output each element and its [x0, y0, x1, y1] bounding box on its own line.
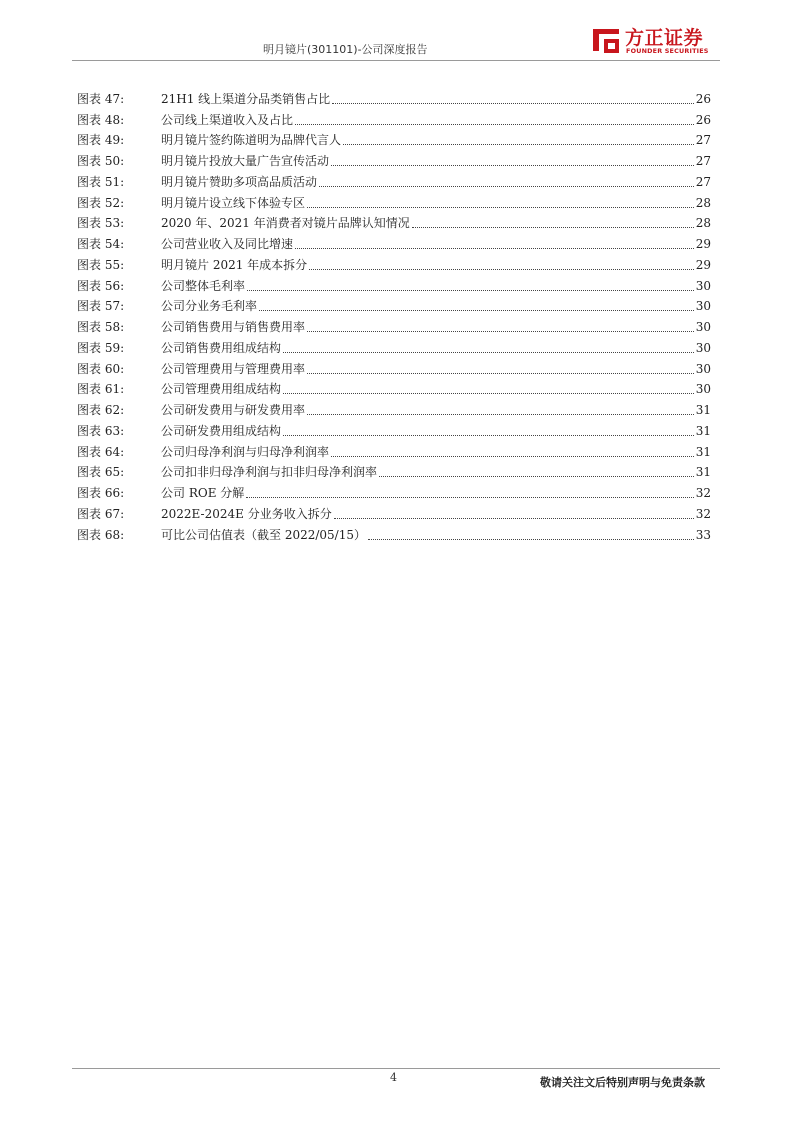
- toc-entry-title: 公司营业收入及同比增速: [161, 237, 294, 251]
- toc-entry-leader: [246, 497, 693, 498]
- toc-entry-page: 31: [695, 423, 711, 438]
- toc-entry-label: 图表 67:: [77, 506, 125, 521]
- toc-entry-title: 公司 ROE 分解: [161, 486, 245, 500]
- toc-entry-title: 2022E-2024E 分业务收入拆分: [161, 506, 332, 521]
- toc-entry-label: 图表 56:: [77, 278, 125, 293]
- toc-entry[interactable]: [77, 86, 711, 107]
- toc-entry-page: 32: [695, 486, 711, 500]
- toc-entry-leader: [331, 165, 694, 166]
- toc-entry-title: 明月镜片 2021 年成本拆分: [161, 257, 308, 272]
- toc-entry-title: 公司研发费用与研发费用率: [161, 403, 306, 417]
- toc-entry-title: 公司扣非归母净利润与扣非归母净利润率: [161, 465, 378, 480]
- toc-entry[interactable]: [77, 169, 711, 190]
- footer-divider: [72, 1068, 720, 1069]
- toc-entry[interactable]: [77, 335, 711, 356]
- toc-entry-label: 图表 61:: [77, 382, 125, 397]
- toc-entry-label: 图表 50:: [77, 154, 125, 168]
- toc-entry-page: 27: [695, 154, 711, 168]
- toc-entry-label: 图表 58:: [77, 320, 125, 334]
- toc-entry-label: 图表 53:: [77, 216, 125, 231]
- figure-index-list: [77, 86, 711, 543]
- toc-entry-leader: [283, 393, 694, 394]
- toc-entry[interactable]: [77, 211, 711, 232]
- toc-entry-title: 明月镜片投放大量广告宣传活动: [161, 154, 330, 168]
- toc-entry-label: 图表 63:: [77, 423, 125, 438]
- toc-entry-label: 图表 52:: [77, 195, 125, 210]
- toc-entry-leader: [412, 227, 694, 228]
- toc-entry-leader: [259, 310, 694, 311]
- toc-entry[interactable]: [77, 190, 711, 211]
- toc-entry-leader: [307, 207, 694, 208]
- toc-entry-page: 31: [695, 403, 711, 417]
- toc-entry[interactable]: [77, 273, 711, 294]
- toc-entry-page: 28: [695, 216, 711, 231]
- toc-entry-label: 图表 49:: [77, 133, 125, 148]
- toc-entry-title: 21H1 线上渠道分品类销售占比: [161, 91, 331, 106]
- toc-entry-leader: [283, 435, 694, 436]
- toc-entry-leader: [307, 414, 694, 415]
- toc-entry-leader: [331, 456, 694, 457]
- toc-entry-leader: [247, 290, 694, 291]
- toc-entry-title: 公司整体毛利率: [161, 278, 246, 293]
- toc-entry-page: 32: [695, 506, 711, 521]
- toc-entry-page: 26: [695, 91, 711, 106]
- toc-entry-page: 29: [695, 237, 711, 251]
- toc-entry-label: 图表 68:: [77, 527, 125, 542]
- toc-entry-leader: [332, 103, 694, 104]
- toc-entry-title: 明月镜片设立线下体验专区: [161, 195, 306, 210]
- toc-entry-title: 公司销售费用组成结构: [161, 340, 282, 355]
- toc-entry[interactable]: [77, 314, 711, 335]
- toc-entry-leader: [379, 476, 694, 477]
- toc-entry-leader: [309, 269, 694, 270]
- toc-entry[interactable]: [77, 501, 711, 522]
- toc-entry-title: 公司研发费用组成结构: [161, 423, 282, 438]
- toc-entry-leader: [295, 124, 694, 125]
- toc-entry-leader: [368, 539, 694, 540]
- toc-entry-label: 图表 54:: [77, 237, 125, 251]
- toc-entry-leader: [343, 144, 694, 145]
- founder-logo-icon: [591, 25, 621, 55]
- toc-entry[interactable]: [77, 439, 711, 460]
- toc-entry[interactable]: [77, 128, 711, 149]
- report-title: 明月镜片(301101)-公司深度报告: [263, 43, 428, 56]
- toc-entry-page: 30: [695, 361, 711, 376]
- toc-entry-page: 30: [695, 299, 711, 314]
- toc-entry-label: 图表 48:: [77, 112, 125, 127]
- toc-entry-label: 图表 62:: [77, 403, 125, 417]
- toc-entry-page: 30: [695, 340, 711, 355]
- toc-entry-label: 图表 66:: [77, 486, 125, 500]
- toc-entry[interactable]: [77, 356, 711, 377]
- toc-entry-leader: [295, 248, 694, 249]
- toc-entry-page: 27: [695, 174, 711, 189]
- company-logo: [591, 22, 721, 58]
- toc-entry-page: 33: [695, 527, 711, 542]
- toc-entry[interactable]: [77, 522, 711, 543]
- toc-entry[interactable]: [77, 252, 711, 273]
- toc-entry[interactable]: [77, 418, 711, 439]
- toc-entry-label: 图表 65:: [77, 465, 125, 480]
- toc-entry-title: 公司管理费用与管理费用率: [161, 361, 306, 376]
- toc-entry-title: 公司线上渠道收入及占比: [161, 112, 294, 127]
- toc-entry[interactable]: [77, 377, 711, 398]
- toc-entry-page: 28: [695, 195, 711, 210]
- toc-entry[interactable]: [77, 480, 711, 501]
- toc-entry[interactable]: [77, 460, 711, 481]
- toc-entry-page: 27: [695, 133, 711, 148]
- toc-entry-title: 2020 年、2021 年消费者对镜片品牌认知情况: [161, 216, 410, 231]
- disclaimer-notice: 敬请关注文后特别声明与免责条款: [540, 1076, 705, 1089]
- toc-entry-label: 图表 55:: [77, 257, 125, 272]
- toc-entry-page: 31: [695, 444, 711, 459]
- toc-entry-leader: [307, 331, 694, 332]
- toc-entry-page: 30: [695, 278, 711, 293]
- toc-entry-leader: [283, 352, 694, 353]
- toc-entry-title: 公司管理费用组成结构: [161, 382, 282, 397]
- toc-entry-page: 30: [695, 382, 711, 397]
- toc-entry-page: 31: [695, 465, 711, 480]
- logo-name-en: FOUNDER SECURITIES: [626, 47, 709, 55]
- toc-entry-title: 公司归母净利润与归母净利润率: [161, 444, 330, 459]
- toc-entry-leader: [307, 373, 694, 374]
- toc-entry[interactable]: [77, 107, 711, 128]
- toc-entry-page: 30: [695, 320, 711, 334]
- header-divider: [72, 60, 720, 61]
- toc-entry-title: 明月镜片签约陈道明为品牌代言人: [161, 133, 342, 148]
- toc-entry-label: 图表 51:: [77, 174, 125, 189]
- toc-entry-label: 图表 64:: [77, 444, 125, 459]
- logo-name-cn: 方正证券: [625, 27, 704, 49]
- toc-entry-title: 明月镜片赞助多项高品质活动: [161, 174, 318, 189]
- toc-entry-page: 29: [695, 257, 711, 272]
- toc-entry-label: 图表 47:: [77, 91, 125, 106]
- page-number: 4: [390, 1071, 397, 1084]
- toc-entry[interactable]: [77, 397, 711, 418]
- toc-entry-label: 图表 57:: [77, 299, 125, 314]
- toc-entry-label: 图表 60:: [77, 361, 125, 376]
- toc-entry[interactable]: [77, 148, 711, 169]
- toc-entry-title: 公司销售费用与销售费用率: [161, 320, 306, 334]
- toc-entry-label: 图表 59:: [77, 340, 125, 355]
- toc-entry-leader: [334, 518, 694, 519]
- toc-entry[interactable]: [77, 294, 711, 315]
- toc-entry-leader: [319, 186, 694, 187]
- toc-entry[interactable]: [77, 231, 711, 252]
- page-header: [0, 0, 793, 62]
- toc-entry-title: 公司分业务毛利率: [161, 299, 258, 314]
- toc-entry-title: 可比公司估值表（截至 2022/05/15）: [161, 527, 366, 542]
- toc-entry-page: 26: [695, 112, 711, 127]
